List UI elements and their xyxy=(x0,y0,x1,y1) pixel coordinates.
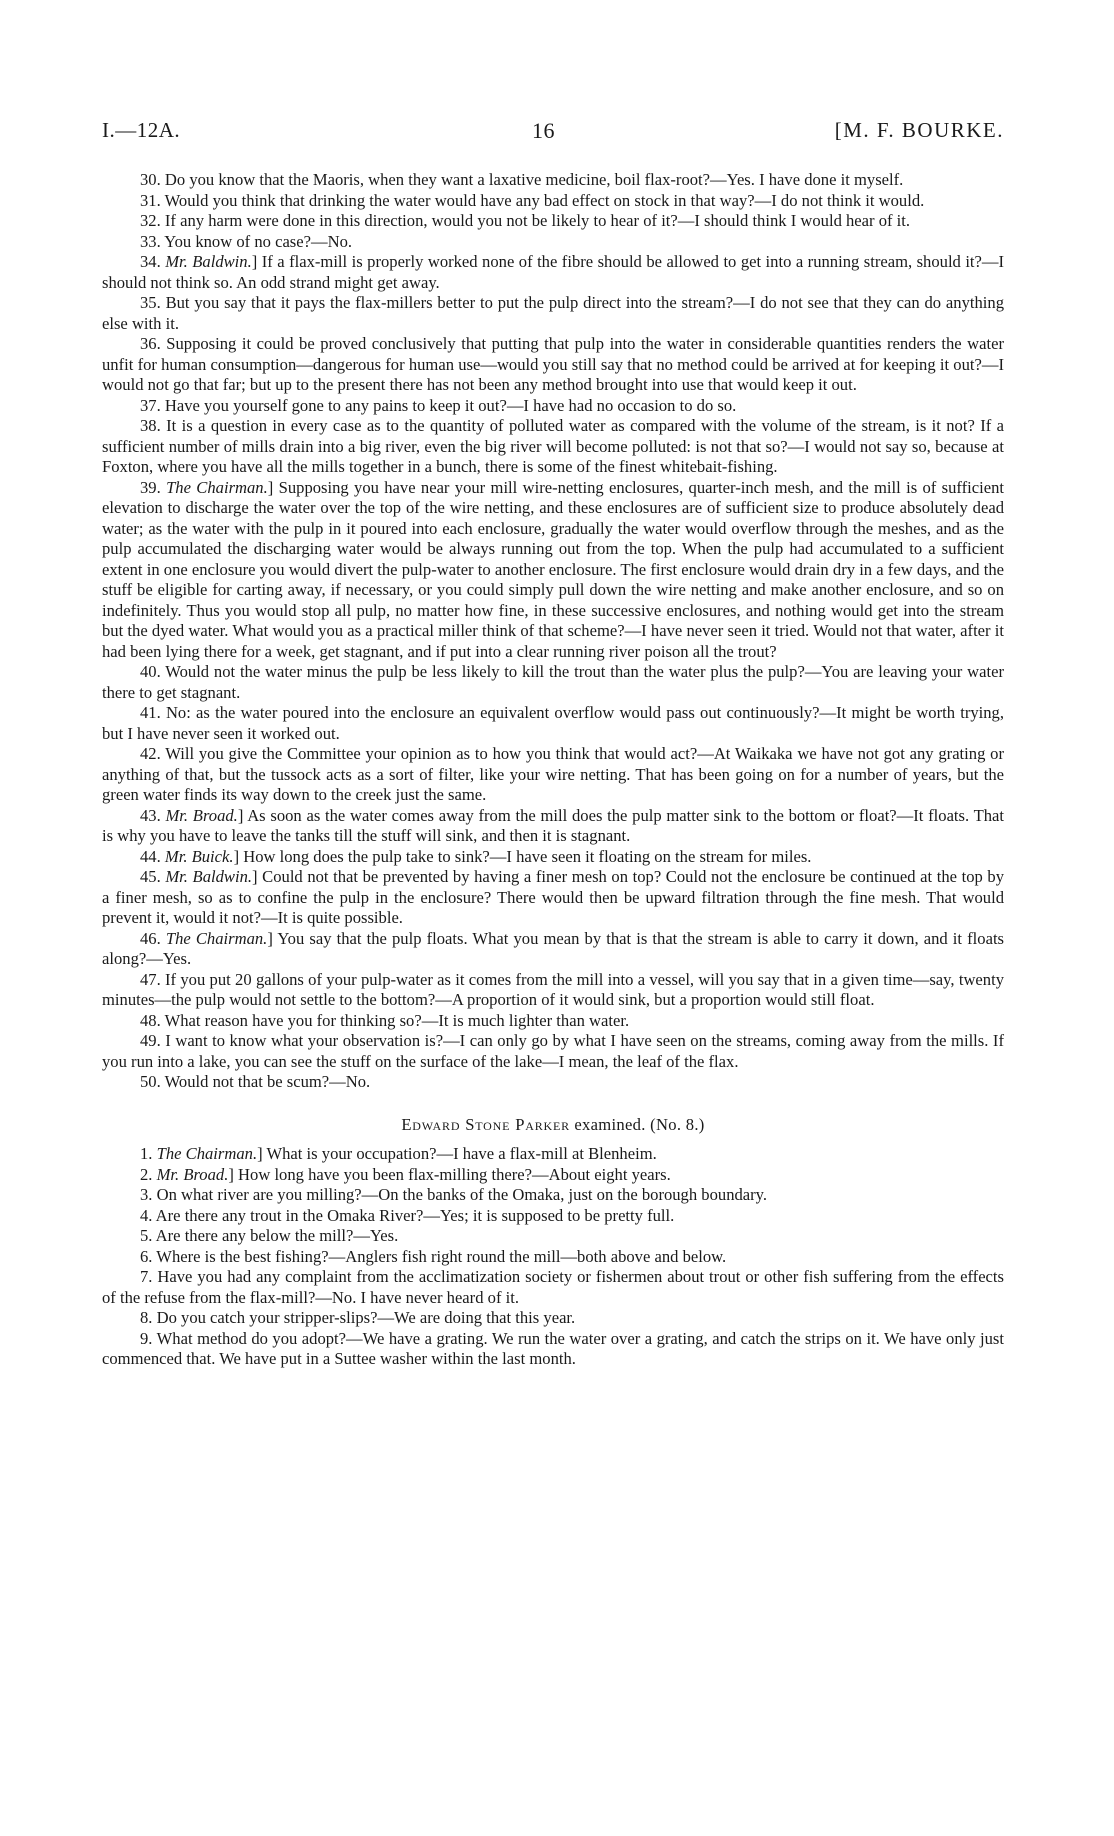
question-answer-text: 8. Do you catch your stripper-slips?—We are doing that this year. xyxy=(140,1308,576,1327)
question-paragraph xyxy=(102,970,1004,1011)
question-answer-text: 48. What reason have you for thinking so?—It is much lighter than water. xyxy=(140,1010,630,1030)
question-answer-text: 30. Do you know that the Maoris, when they want a laxative medicine, boil flax-root?—Yes. I have done it myself. xyxy=(140,170,904,189)
question-number: 39. xyxy=(140,477,167,497)
question-number: 46. xyxy=(140,928,166,948)
question-paragraph xyxy=(102,1185,1004,1206)
question-paragraph xyxy=(102,1226,1004,1247)
question-answer-text: 50. Would not that be scum?—No. xyxy=(140,1072,371,1091)
question-paragraph xyxy=(102,1144,1004,1165)
speaker-name: The Chairman. xyxy=(166,477,268,497)
document-body xyxy=(102,170,1004,1370)
question-answer-text: 49. I want to know what your observation is?—I can only go by what I have seen on the streams, coming away from the mills. If you run into a lake, you can see the stuff on the surface of the lake—I mean, the leaf of the flax. xyxy=(102,1031,1004,1071)
question-paragraph xyxy=(102,334,1004,396)
question-answer-text: 38. It is a question in every case as to the quantity of polluted water as compared with the volume of the stream, is it not? If a sufficient number of mills drain into a big river, even the big river will become polluted: is not that so?—I would not say so, because at Foxton, where you have all the mills together in a bunch, there is some of the finest whitebait-fishing. xyxy=(102,416,1004,476)
question-answer-text: 3. On what river are you milling?—On the banks of the Omaka, just on the borough boundary. xyxy=(140,1185,768,1204)
question-paragraph xyxy=(102,211,1004,232)
question-paragraph xyxy=(102,703,1004,744)
speaker-name: Mr. Broad. xyxy=(165,805,238,825)
question-answer-text: 35. But you say that it pays the flax-millers better to put the pulp direct into the stream?—I do not see that they can do anything else with it. xyxy=(102,293,1004,333)
question-paragraph xyxy=(102,252,1004,293)
question-answer-text: 33. You know of no case?—No. xyxy=(140,231,353,251)
question-paragraph xyxy=(102,1247,1004,1268)
section-heading-rest: examined. (No. 8.) xyxy=(569,1114,705,1134)
question-number: 1. xyxy=(140,1144,157,1163)
witness-name: Edward Stone Parker xyxy=(401,1114,570,1134)
question-paragraph xyxy=(102,929,1004,970)
question-paragraph xyxy=(102,847,1004,868)
document-reference: I.—12A. xyxy=(102,118,181,142)
question-paragraph xyxy=(102,396,1004,417)
question-answer-text: 40. Would not the water minus the pulp be less likely to kill the trout than the water plus the pulp?—You are leaving your water there to get stagnant. xyxy=(102,662,1004,702)
question-answer-text: 36. Supposing it could be proved conclusively that putting that pulp into the water in considerable quantities renders the water unfit for human consumption—dangerous for human use—would you still say that no method could be arrived at for keeping it out?—I would not go that far; but up to the present there has not been any method brought into use that would keep it out. xyxy=(102,334,1004,394)
speaker-name: Mr. Baldwin. xyxy=(165,867,253,886)
question-number: 2. xyxy=(140,1164,157,1184)
question-paragraph xyxy=(102,478,1004,663)
question-answer-text: ] As soon as the water comes away from the mill does the pulp matter sink to the bottom or float?—It floats. That is why you have to leave the tanks till the stuff will sink, and then it is stagnant. xyxy=(102,805,1004,845)
question-answer-text: 5. Are there any below the mill?—Yes. xyxy=(140,1226,399,1245)
speaker-name: The Chairman. xyxy=(156,1144,258,1163)
question-answer-text: ] Supposing you have near your mill wire-netting enclosures, quarter-inch mesh, and the mill is of sufficient elevation to discharge the water over the top of the wire netting, and these enclosures are of sufficient size to produce absolutely dead water; as the water with the pulp in it poured into each enclosure, gradually the water would overflow through the meshes, and as the pulp accumulated the discharging water would be always running out from the top. When the pulp had accumulated to a sufficient extent in one enclosure you would divert the pulp-water to another enclosure. The first enclosure would drain dry in a few days, and the stuff be eligible for carting away, if necessary, or you could simply pull down the wire netting and make another enclosure, and so on indefinitely. Thus you would stop all pulp, no matter how fine, in these successive enclosures, and nothing would get into the stream but the dyed water. What would you as a practical miller think of that scheme?—I have never seen it tried. Would not that water, after it had been lying there for a week, get stagnant, and if put into a clear running river poison all the trout? xyxy=(102,477,1004,661)
question-number: 45. xyxy=(140,867,166,886)
question-paragraph xyxy=(102,232,1004,253)
question-answer-text: 42. Will you give the Committee your opinion as to how you think that would act?—At Waikaka we have not got any grating or anything of that, but the tussock acts as a sort of filter, like your wire netting. That has been going on for a number of years, but the green water finds its way down to the creek just the same. xyxy=(102,744,1004,804)
speaker-name: Mr. Buick. xyxy=(164,846,234,866)
question-answer-text: 9. What method do you adopt?—We have a grating. We run the water over a grating, and catch the strips on it. We have only just commenced that. We have put in a Suttee washer within the last month. xyxy=(102,1328,1004,1368)
question-paragraph xyxy=(102,806,1004,847)
question-answer-text: 4. Are there any trout in the Omaka River?—Yes; it is supposed to be pretty full. xyxy=(140,1205,675,1225)
question-paragraph xyxy=(102,1329,1004,1370)
question-number: 34. xyxy=(140,252,166,271)
speaker-name: The Chairman. xyxy=(165,928,268,948)
question-paragraph xyxy=(102,170,1004,191)
question-answer-text: ] What is your occupation?—I have a flax-mill at Blenheim. xyxy=(257,1144,657,1163)
question-answer-text: 32. If any harm were done in this direction, would you not be likely to hear of it?—I should think I would hear of it. xyxy=(140,211,911,230)
question-answer-text: 41. No: as the water poured into the enclosure an equivalent overflow would pass out continuously?—It might be worth trying, but I have never seen it worked out. xyxy=(102,703,1004,743)
page-header xyxy=(102,118,1004,148)
question-paragraph xyxy=(102,1308,1004,1329)
question-answer-text: ] If a flax-mill is properly worked none of the fibre should be allowed to get into a running stream, should it?—I should not think so. An odd strand might get away. xyxy=(102,252,1005,292)
question-paragraph xyxy=(102,1072,1004,1093)
question-answer-text: 31. Would you think that drinking the water would have any bad effect on stock in that way?—I do not think it would. xyxy=(140,190,925,210)
question-number: 43. xyxy=(140,805,166,825)
testimony-block-parker xyxy=(102,1144,1004,1370)
question-answer-text: 6. Where is the best fishing?—Anglers fish right round the mill—both above and below. xyxy=(140,1246,727,1266)
question-paragraph xyxy=(102,744,1004,806)
speaker-name: Mr. Baldwin. xyxy=(165,252,252,271)
question-paragraph xyxy=(102,191,1004,212)
question-paragraph xyxy=(102,1206,1004,1227)
question-paragraph xyxy=(102,1267,1004,1308)
question-answer-text: ] You say that the pulp floats. What you mean by that is that the stream is able to carry it down, and it floats along?—Yes. xyxy=(102,928,1005,968)
question-answer-text: 47. If you put 20 gallons of your pulp-water as it comes from the mill into a vessel, will you say that in a given time—say, twenty minutes—the pulp would not settle to the bottom?—A proportion of it would sink, but a proportion would still float. xyxy=(102,969,1004,1009)
testimony-block-bourke xyxy=(102,170,1004,1093)
question-number: 44. xyxy=(140,846,165,866)
speaker-name: Mr. Broad. xyxy=(156,1164,229,1184)
section-heading xyxy=(102,1115,1004,1136)
question-paragraph xyxy=(102,1031,1004,1072)
question-answer-text: ] How long does the pulp take to sink?—I have seen it floating on the stream for miles. xyxy=(233,846,812,866)
question-paragraph xyxy=(102,1011,1004,1032)
question-paragraph xyxy=(102,662,1004,703)
question-answer-text: ] How long have you been flax-milling there?—About eight years. xyxy=(228,1164,671,1184)
question-paragraph xyxy=(102,416,1004,478)
question-answer-text: 7. Have you had any complaint from the acclimatization society or fishermen about trout or other fish suffering from the effects of the refuse from the flax-mill?—No. I have never heard of it. xyxy=(102,1267,1004,1307)
question-paragraph xyxy=(102,867,1004,929)
question-paragraph xyxy=(102,293,1004,334)
witness-running-head: [M. F. BOURKE. xyxy=(834,118,1004,142)
question-paragraph xyxy=(102,1165,1004,1186)
page-number: 16 xyxy=(532,118,555,143)
question-answer-text: ] Could not that be prevented by having a finer mesh on top? Could not the enclosure be continued at the top by a finer mesh, so as to confine the pulp in the enclosure? There would then be upward filtration through the fine mesh. That would prevent it, would it not?—It is quite possible. xyxy=(102,867,1005,927)
question-answer-text: 37. Have you yourself gone to any pains to keep it out?—I have had no occasion to do so. xyxy=(140,395,737,415)
